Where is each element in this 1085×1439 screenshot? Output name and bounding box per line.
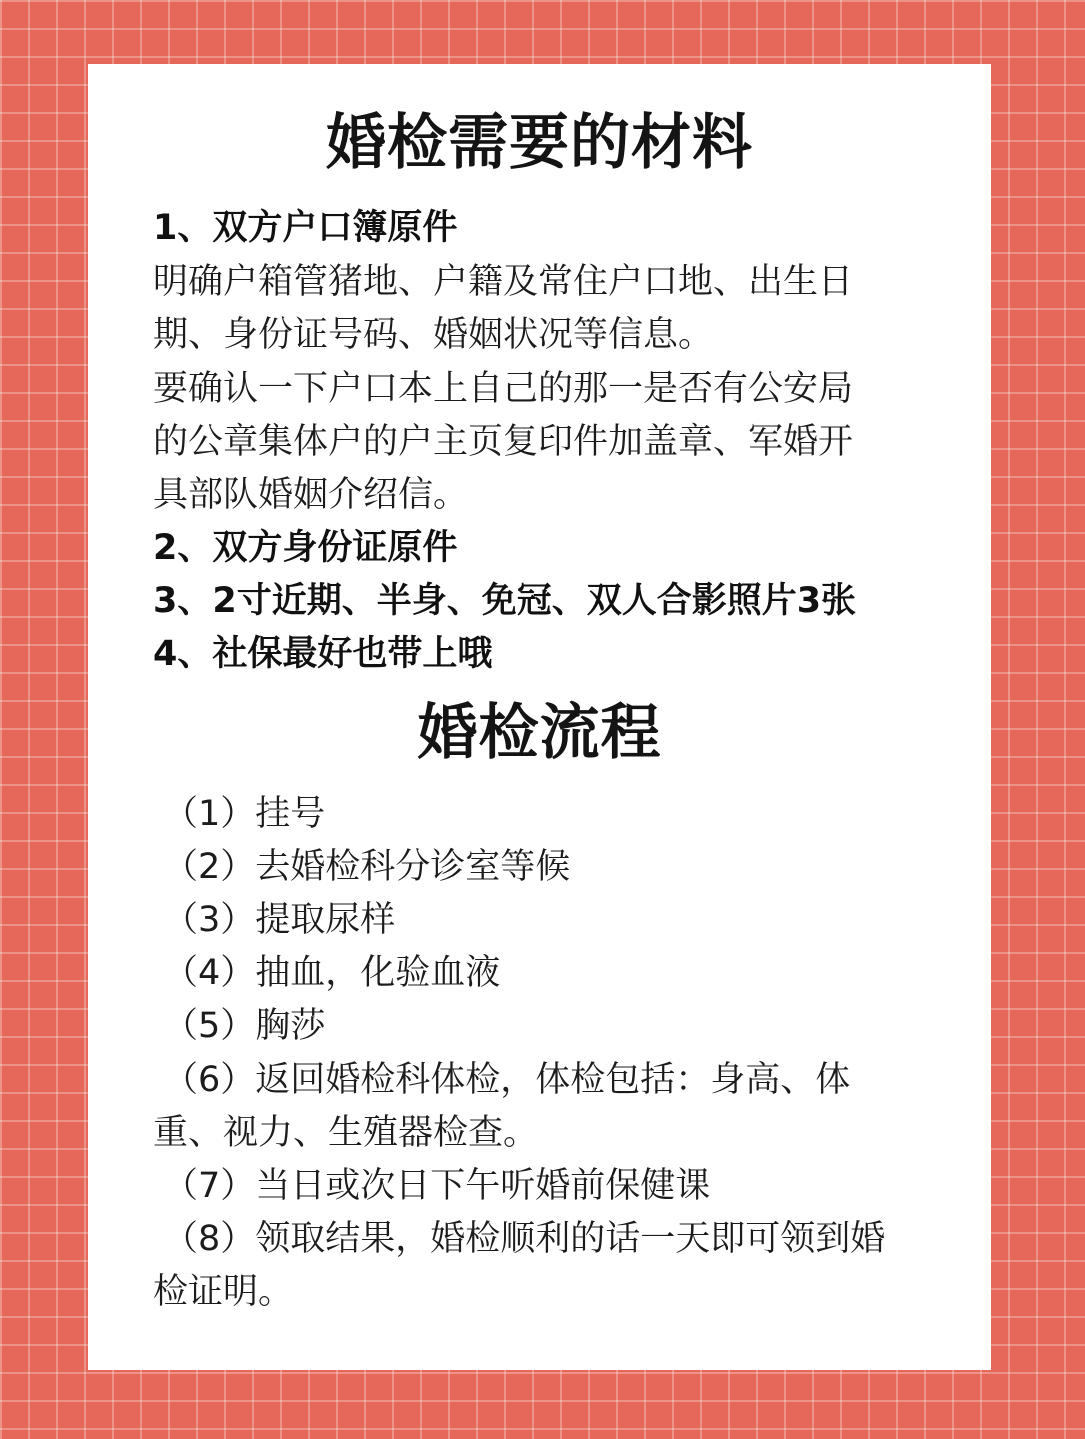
content-card (88, 64, 991, 1370)
materials-item-1-line: 期、身份证号码、婚姻状况等信息。 (153, 315, 714, 355)
process-step: （7）当日或次日下午听婚前保健课 (163, 1166, 711, 1206)
process-step: （1）挂号 (163, 794, 326, 834)
process-step-continuation: 检证明。 (153, 1272, 294, 1312)
materials-item-2: 2、双方身份证原件 (153, 528, 458, 568)
process-step: （6）返回婚检科体检，体检包括：身高、体 (163, 1060, 851, 1100)
process-step: （8）领取结果，婚检顺利的话一天即可领到婚 (163, 1219, 886, 1259)
process-step-continuation: 重、视力、生殖器检查。 (153, 1113, 539, 1153)
process-step: （2）去婚检科分诊室等候 (163, 847, 571, 887)
materials-item-1-line: 明确户箱管猪地、户籍及常住户口地、出生日 (153, 262, 854, 302)
process-step: （4）抽血，化验血液 (163, 953, 501, 993)
materials-item-1-heading: 1、双方户口簿原件 (153, 208, 458, 248)
materials-title: 婚检需要的材料 (326, 108, 753, 178)
materials-item-1-line: 的公章集体户的户主页复印件加盖章、军婚开 (153, 422, 854, 462)
process-step: （3）提取尿样 (163, 900, 396, 940)
materials-item-4: 4、社保最好也带上哦 (153, 634, 493, 674)
process-title: 婚检流程 (417, 698, 662, 768)
process-step: （5）胸莎 (163, 1006, 326, 1046)
materials-item-1-line: 要确认一下户口本上自己的那一是否有公安局 (153, 369, 854, 409)
materials-item-3: 3、2寸近期、半身、免冠、双人合影照片3张 (153, 581, 857, 621)
materials-item-1-line: 具部队婚姻介绍信。 (153, 475, 469, 515)
